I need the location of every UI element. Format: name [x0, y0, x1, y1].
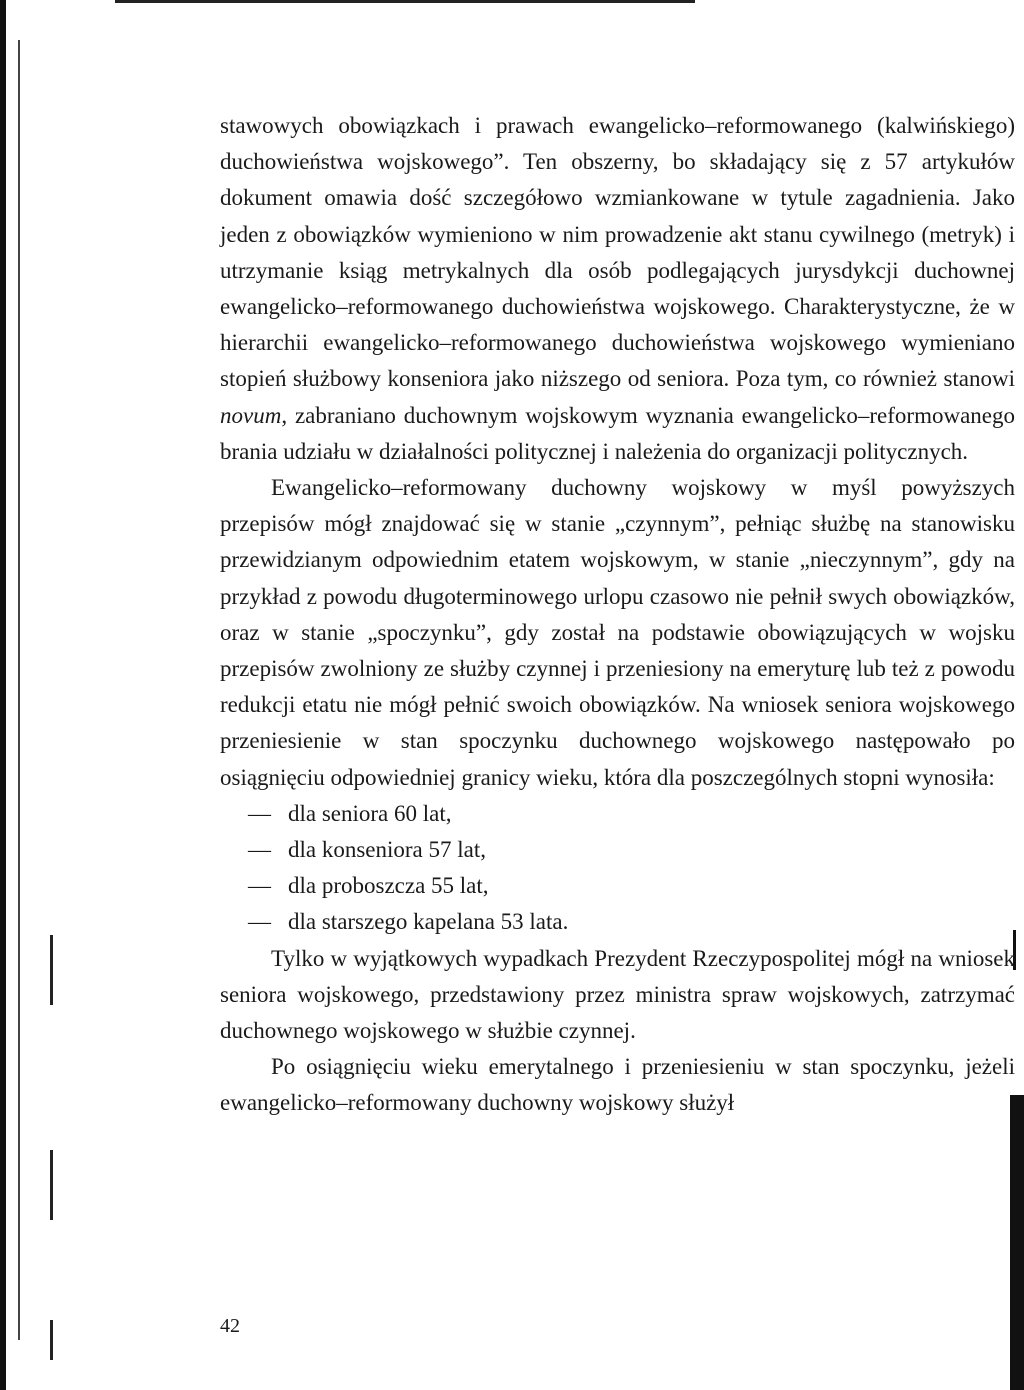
paragraph-1 — [220, 108, 1015, 470]
list-item-text: dla seniora 60 lat, — [288, 800, 452, 826]
list-item-text: dla proboszcza 55 lat, — [288, 873, 489, 899]
page-text — [220, 108, 1015, 1122]
list-item — [220, 796, 1015, 832]
list-dash: — — [248, 909, 271, 935]
page-number: 42 — [220, 1315, 240, 1337]
list-item — [220, 868, 1015, 904]
list-item — [220, 904, 1015, 940]
paragraph-text: , zabraniano duchownym wojskowym wyznania ewangelicko–reformowanego brania udziału w działalności politycznej i należenia do organizacji politycznych. — [220, 402, 1015, 464]
list-dash: — — [248, 873, 271, 899]
list-item — [220, 832, 1015, 868]
paragraph-4 — [220, 1049, 1015, 1121]
scan-edge-left — [0, 0, 6, 1390]
emphasis-novum: novum — [220, 402, 282, 428]
scan-mark — [50, 935, 53, 1005]
scan-mark — [50, 1150, 53, 1220]
paragraph-text: Tylko w wyjątkowych wypadkach Prezydent Rzeczypospolitej mógł na wniosek seniora wojskowego, przedstawiony przez ministra spraw wojskowych, zatrzymać duchownego wojskowego w służbie czynnej. — [220, 945, 1015, 1044]
scan-edge-line — [18, 40, 20, 1340]
paragraph-text: Po osiągnięciu wieku emerytalnego i przeniesieniu w stan spoczynku, jeżeli ewangelicko–reformowany duchowny wojskowy służył — [220, 1054, 1015, 1116]
scan-top-line — [115, 0, 695, 3]
list-dash: — — [248, 837, 271, 863]
list-dash: — — [248, 800, 271, 826]
age-limit-list — [220, 796, 1015, 941]
scan-mark — [50, 1320, 53, 1360]
paragraph-text: stawowych obowiązkach i prawach ewangelicko–reformowanego (kalwińskiego) duchowieństwa wojskowego”. Ten obszerny, bo składający się z 57 artykułów dokument omawia dość szczegółowo wzmiankowane w tytule zagadnienia. Jako jeden z obowiązków wymieniono w nim prowadzenie akt stanu cywilnego (metryk) i utrzymanie ksiąg metrykalnych dla osób podlegających jurysdykcji duchownej ewangelicko–reformowanego duchowieństwa wojskowego. Charakterystyczne, że w hierarchii ewangelicko–reformowanego duchowieństwa wojskowego wymieniano stopień służbowy konseniora jako niższego od seniora. Poza tym, co również stanowi — [220, 113, 1015, 392]
paragraph-text: Ewangelicko–reformowany duchowny wojskowy w myśl powyższych przepisów mógł znajdować się w stanie „czynnym”, pełniąc służbę na stanowisku przewidzianym odpowiednim etatem wojskowym, w stanie „nieczynnym”, gdy na przykład z powodu długoterminowego urlopu czasowo nie pełnił swych obowiązków, oraz w stanie „spoczynku”, gdy został na podstawie obowiązujących w wojsku przepisów zwolniony ze służby czynnej i przeniesiony na emeryturę lub też z powodu redukcji etatu nie mógł pełnić swoich obowiązków. Na wniosek seniora wojskowego przeniesienie w stan spoczynku duchownego wojskowego następowało po osiągnięciu odpowiedniej granicy wieku, która dla poszczególnych stopni wynosiła: — [220, 475, 1015, 790]
list-item-text: dla starszego kapelana 53 lata. — [288, 909, 569, 935]
scan-edge-right — [1010, 1095, 1024, 1390]
paragraph-3 — [220, 941, 1015, 1050]
list-item-text: dla konseniora 57 lat, — [288, 837, 487, 863]
paragraph-2 — [220, 470, 1015, 796]
